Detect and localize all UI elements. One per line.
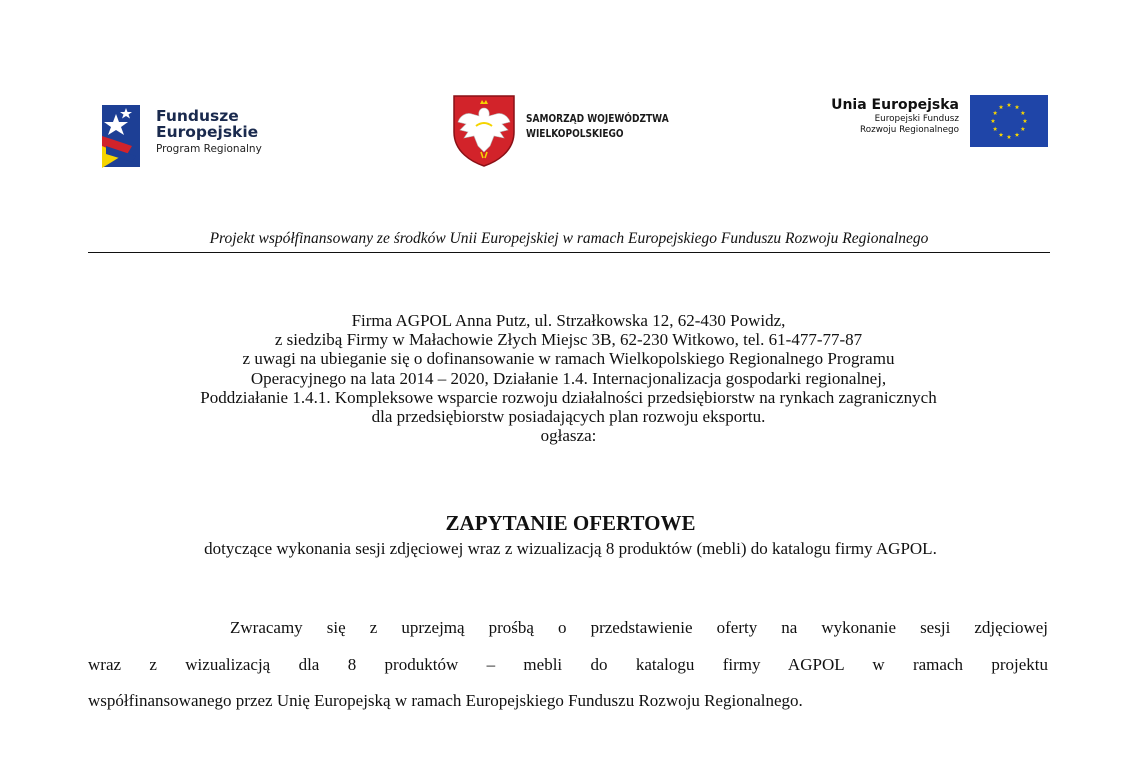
eu-flag-icon (970, 95, 1048, 147)
document-subtitle: dotyczące wykonania sesji zdjęciowej wraz z wizualizacją 8 produktów (mebli) do katalogu firmy AGPOL. (204, 539, 937, 558)
fe-star-icon (102, 100, 150, 170)
ue-logo-line2: Europejski Fundusz (874, 114, 959, 124)
fe-logo-line3: Program Regionalny (156, 143, 262, 155)
fundusze-europejskie-logo (102, 100, 302, 170)
intro-paragraph (60, 311, 1077, 445)
coat-of-arms-icon (452, 94, 516, 168)
intro-line: Operacyjnego na lata 2014 – 2020, Działanie 1.4. Internacjonalizacja gospodarki regionalnej, (250, 368, 887, 388)
fe-logo-line1: Fundusze (156, 107, 239, 125)
intro-line: Firma AGPOL Anna Putz, ul. Strzałkowska 12, 62-430 Powidz, (351, 311, 786, 330)
intro-line: z uwagi na ubieganie się o dofinansowanie w ramach Wielkopolskiego Regionalnego Programu (242, 349, 895, 369)
samorzad-logo-line1: SAMORZĄD WOJEWÓDZTWA (526, 112, 669, 125)
header-divider (88, 252, 1050, 253)
intro-line: dla przedsiębiorstw posiadających plan rozwoju eksportu. (371, 407, 766, 427)
body-line: współfinansowanego przez Unię Europejską w ramach Europejskiego Funduszu Rozwoju Regionalnego. (88, 691, 803, 710)
ue-logo-line3: Rozwoju Regionalnego (859, 125, 959, 135)
intro-line: Poddziałanie 1.4.1. Kompleksowe wsparcie rozwoju działalności przedsiębiorstw na rynkach zagranicznych (200, 387, 937, 407)
body-line: Zwracamy się z uprzejmą prośbą o przedstawienie oferty na wykonanie sesji zdjęciowej (230, 618, 1048, 637)
samorzad-logo (452, 94, 702, 168)
unia-europejska-logo (805, 93, 1055, 153)
fe-logo-line2: Europejskie (156, 123, 259, 141)
logo-bar (0, 0, 1141, 200)
document-title: ZAPYTANIE OFERTOWE (445, 511, 696, 535)
body-line: wraz z wizualizacją dla 8 produktów – mebli do katalogu firmy AGPOL w ramach projektu (88, 655, 1048, 674)
cofinancing-note: Projekt współfinansowany ze środków Unii Europejskiej w ramach Europejskiego Funduszu Rozwoju Regionalnego (209, 230, 929, 247)
intro-line: ogłasza: (540, 426, 597, 446)
samorzad-logo-line2: WIELKOPOLSKIEGO (526, 127, 624, 140)
ue-logo-line1: Unia Europejska (831, 97, 959, 113)
intro-line: z siedzibą Firmy w Małachowie Złych Miejsc 3B, 62-230 Witkowo, tel. 61-477-77-87 (274, 330, 863, 350)
